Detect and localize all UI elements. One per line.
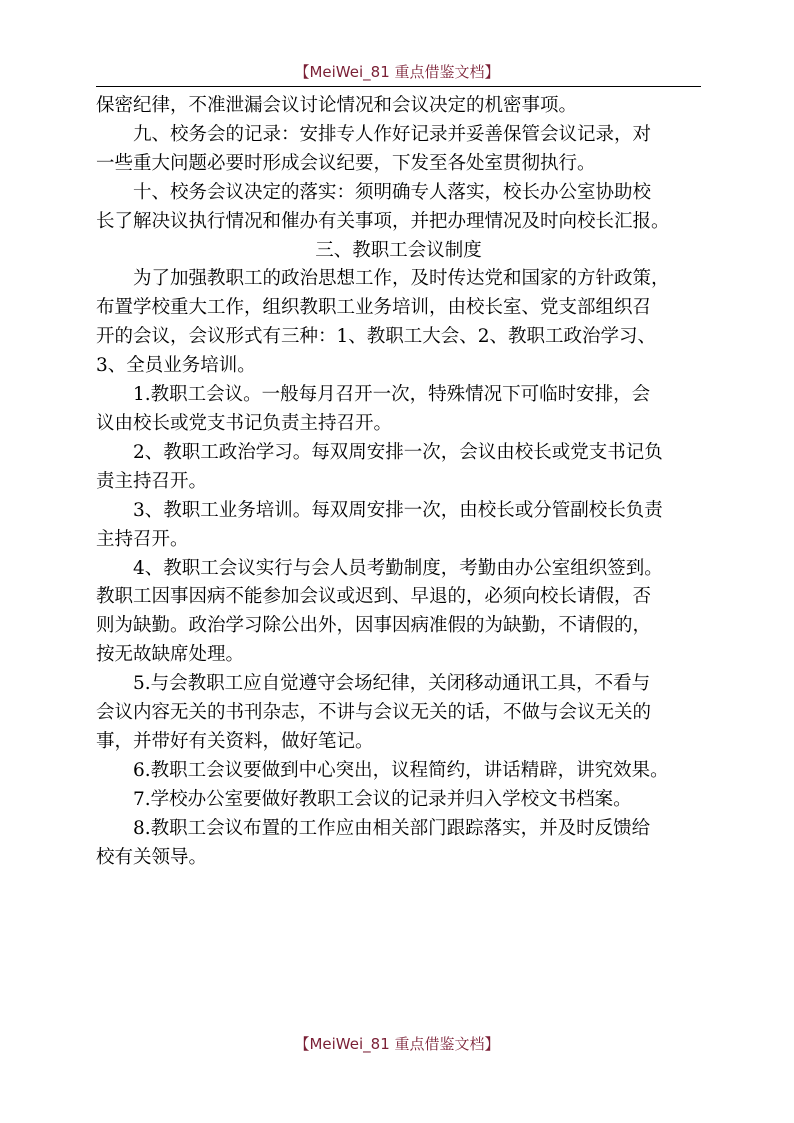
- paragraph-item-1: [96, 381, 701, 439]
- section-heading: 三、教职工会议制度: [315, 239, 482, 261]
- text-line: 2、教职工政治学习。每双周安排一次，会议由校长或党支书记负: [133, 441, 663, 463]
- text-line: 保密纪律，不准泄漏会议讨论情况和会议决定的机密事项。: [96, 95, 578, 116]
- text-line: 校有关领导。: [96, 846, 208, 868]
- paragraph-item-6: [96, 757, 701, 786]
- text-line: 一些重大问题必要时形成会议纪要，下发至各处室贯彻执行。: [96, 152, 596, 174]
- paragraph-item-4: [96, 555, 701, 671]
- text-line: 十、校务会议决定的落实：须明确专人落实，校长办公室协助校: [133, 181, 652, 203]
- paragraph-item-8: [96, 815, 701, 873]
- text-line: 责主持召开。: [96, 470, 208, 492]
- page-header: 【MeiWei_81 重点借鉴文档】: [294, 63, 500, 81]
- text-line: 布置学校重大工作，组织教职工业务培训，由校长室、党支部组织召: [96, 297, 652, 319]
- text-line: 为了加强教职工的政治思想工作，及时传达党和国家的方针政策，: [133, 268, 670, 290]
- paragraph-meeting-records: [96, 121, 701, 179]
- text-line: 8.教职工会议布置的工作应由相关部门跟踪落实，并及时反馈给: [133, 817, 651, 839]
- paragraph-decision-implementation: [96, 179, 701, 237]
- text-line: 九、校务会的记录：安排专人作好记录并妥善保管会议记录，对: [133, 123, 652, 145]
- page-footer: 【MeiWei_81 重点借鉴文档】: [294, 1035, 500, 1053]
- paragraph-item-2: [96, 439, 701, 497]
- text-line: 6.教职工会议要做到中心突出，议程简约，讲话精辟，讲究效果。: [133, 759, 669, 781]
- text-line: 3、教职工业务培训。每双周安排一次，由校长或分管副校长负责: [133, 499, 663, 521]
- text-line: 7.学校办公室要做好教职工会议的记录并归入学校文书档案。: [133, 788, 632, 810]
- document-body: [96, 92, 701, 872]
- paragraph-item-3: [96, 497, 701, 555]
- text-line: 主持召开。: [96, 528, 189, 550]
- text-line: 开的会议，会议形式有三种：1、教职工大会、2、教职工政治学习、: [96, 326, 657, 348]
- header-divider: [96, 86, 701, 87]
- text-line: 则为缺勤。政治学习除公出外，因事因病准假的为缺勤，不请假的，: [96, 615, 652, 637]
- text-line: 会议内容无关的书刊杂志，不讲与会议无关的话，不做与会议无关的: [96, 702, 652, 724]
- paragraph-item-5: [96, 670, 701, 757]
- text-line: 4、教职工会议实行与会人员考勤制度，考勤由办公室组织签到。: [133, 557, 663, 579]
- text-line: 按无故缺席处理。: [96, 644, 245, 666]
- text-line: 教职工因事因病不能参加会议或迟到、早退的，必须向校长请假，否: [96, 586, 652, 608]
- paragraph-confidentiality: [96, 92, 701, 121]
- text-line: 长了解决议执行情况和催办有关事项，并把办理情况及时向校长汇报。: [96, 210, 670, 232]
- text-line: 1.教职工会议。一般每月召开一次，特殊情况下可临时安排，会: [133, 384, 651, 406]
- paragraph-intro: [96, 265, 701, 381]
- text-line: 3、全员业务培训。: [96, 355, 256, 377]
- text-line: 事，并带好有关资料，做好笔记。: [96, 730, 374, 752]
- text-line: 5.与会教职工应自觉遵守会场纪律，关闭移动通讯工具，不看与: [133, 673, 651, 695]
- text-line: 议由校长或党支书记负责主持召开。: [96, 412, 393, 434]
- paragraph-item-7: [96, 786, 701, 815]
